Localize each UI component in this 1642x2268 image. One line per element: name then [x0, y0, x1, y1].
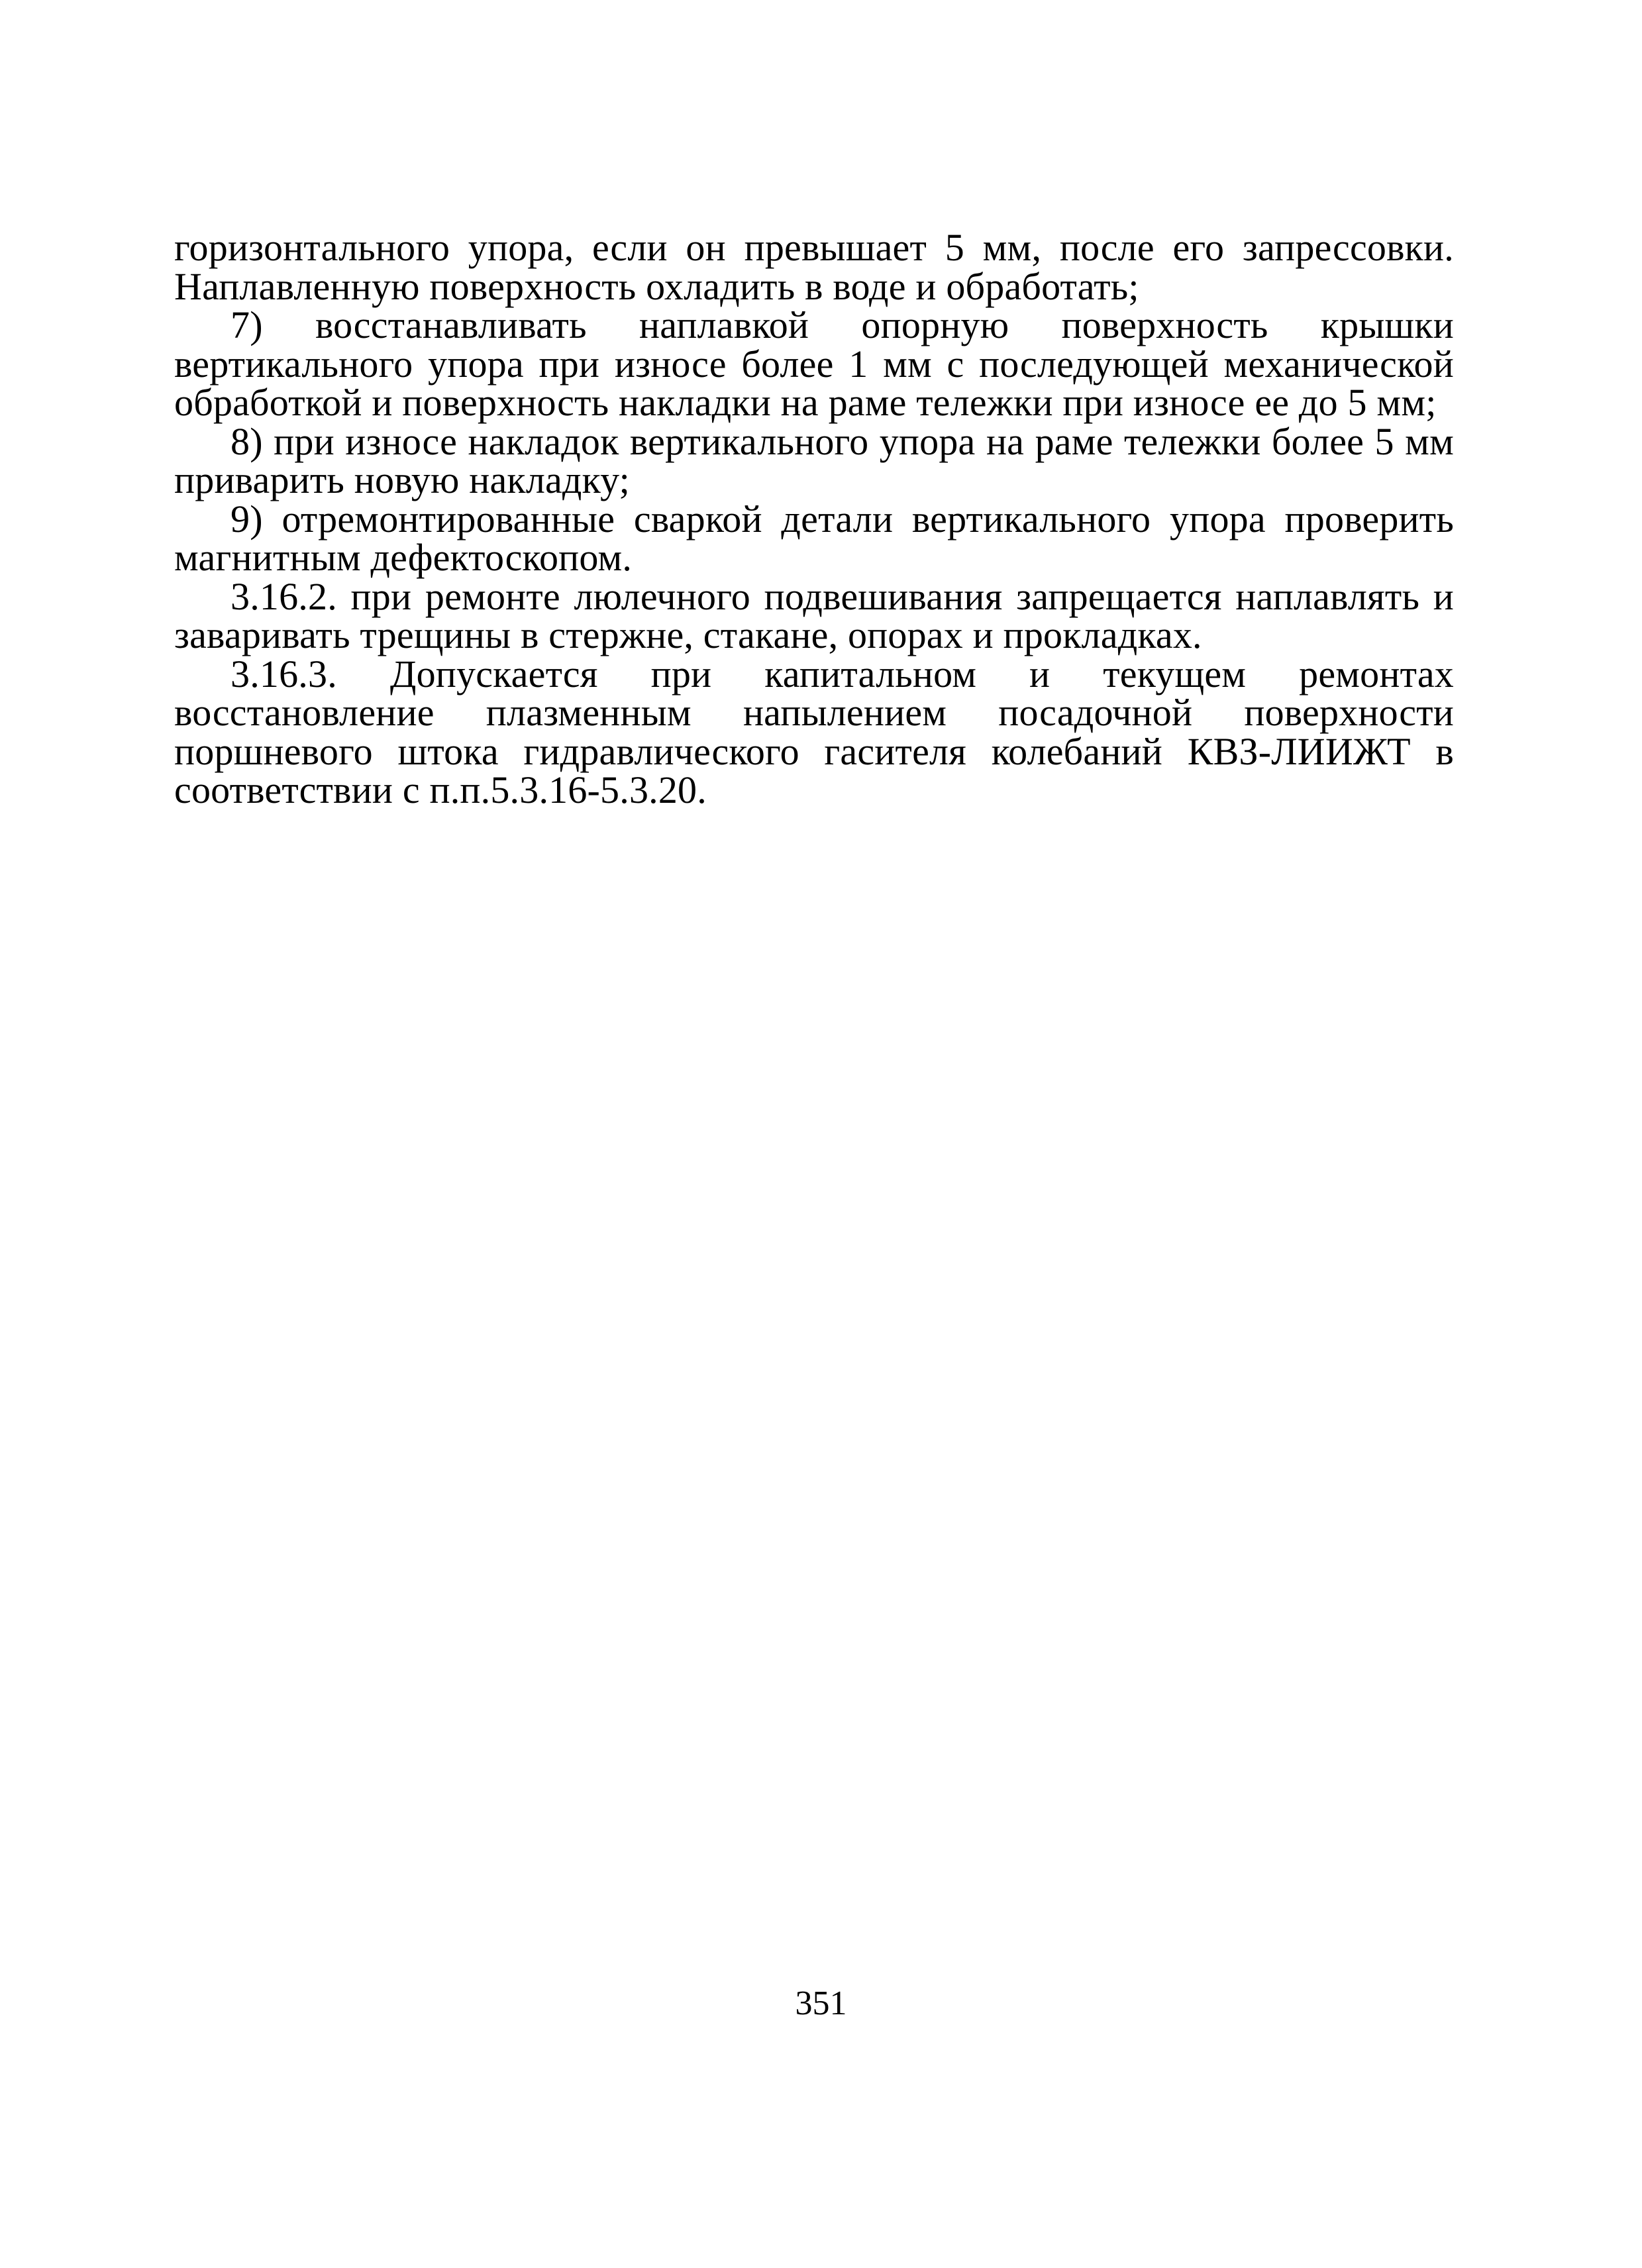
paragraph-section-3-16-3: 3.16.3. Допускается при капитальном и текущем ремонтах восстановление плазменным напылением посадочной поверхности поршневого штока гидравлического гасителя колебаний КВЗ-ЛИИЖТ в соответствии с п.п.5.3.16-5.3.20.	[174, 652, 1454, 811]
paragraph-section-3-16-2: 3.16.2. при ремонте люлечного подвешивания запрещается наплавлять и заваривать трещины в стержне, стакане, опорах и прокладках.	[174, 574, 1454, 656]
paragraph-continuation: горизонтального упора, если он превышает 5 мм, после его запрессовки. Наплавленную поверхность охладить в воде и обработать;	[174, 226, 1454, 308]
body-text	[174, 226, 1454, 811]
paragraph-item-8: 8) при износе накладок вертикального упора на раме тележки более 5 мм приварить новую накладку;	[174, 419, 1454, 501]
page-number: 351	[795, 1984, 847, 2022]
paragraph-item-7: 7) восстанавливать наплавкой опорную поверхность крышки вертикального упора при износе более 1 мм с последующей механической обработкой и поверхность накладки на раме тележки при износе ее до 5 мм;	[174, 303, 1454, 424]
paragraph-item-9: 9) отремонтированные сваркой детали вертикального упора проверить магнитным дефектоскопом.	[174, 497, 1454, 579]
